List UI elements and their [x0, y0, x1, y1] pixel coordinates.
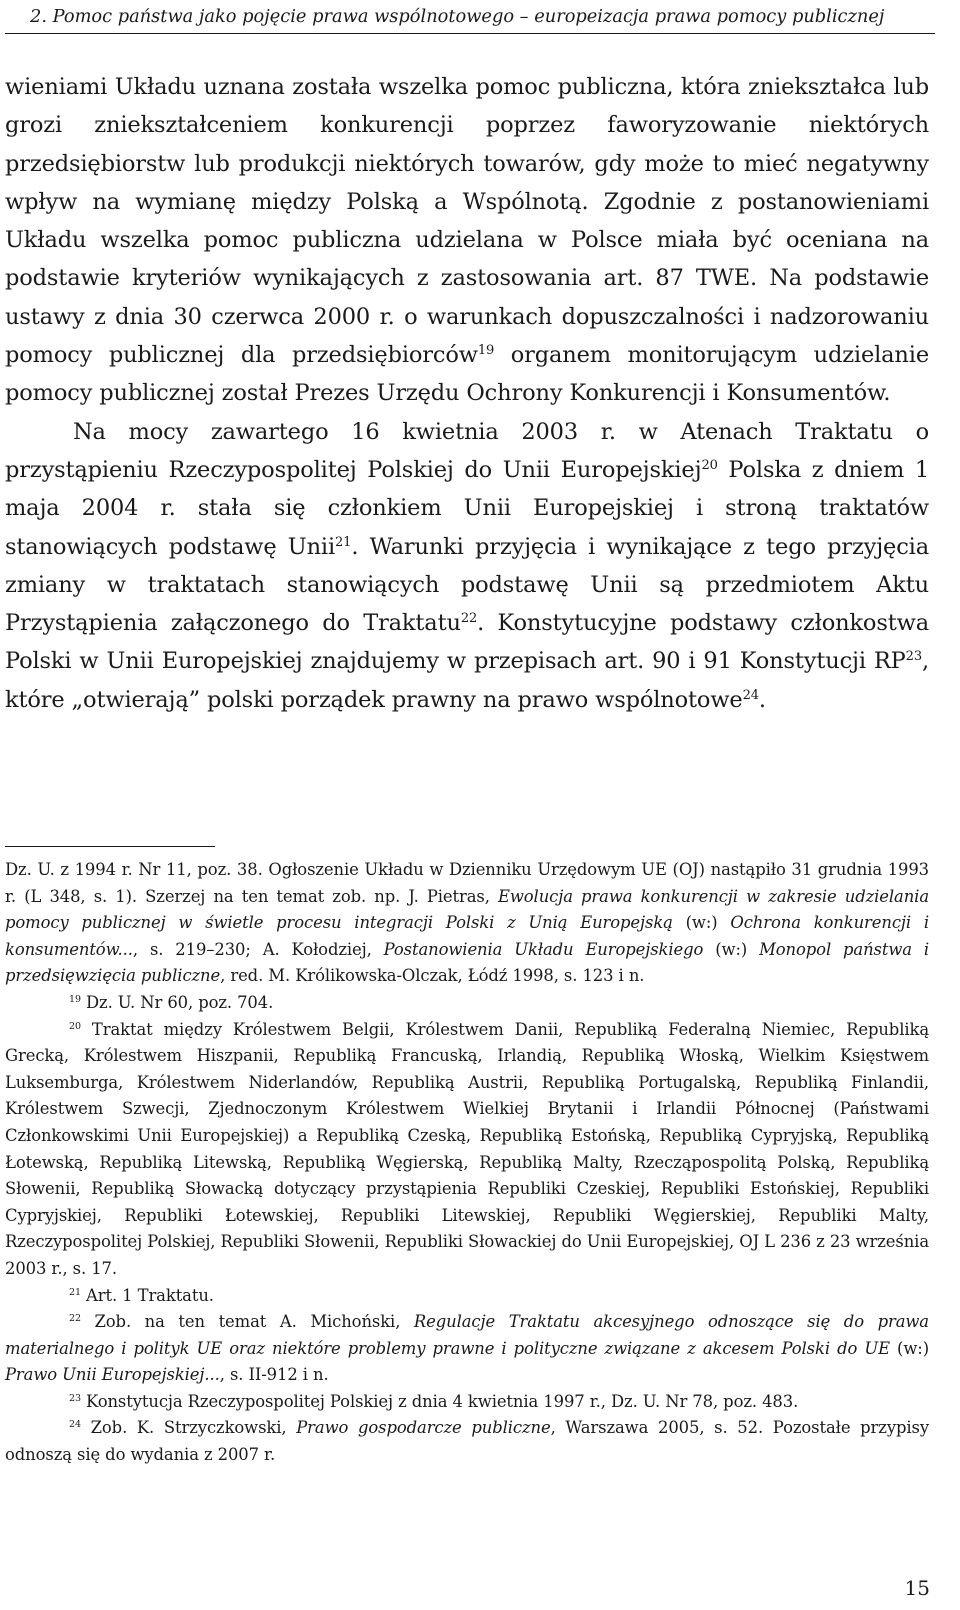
footnote-text: (w:) [672, 913, 731, 933]
main-text [5, 68, 929, 719]
paragraph-2-text-a: Na mocy zawartego 16 kwietnia 2003 r. w Atenach Traktatu o przystąpieniu Rzeczypospolitej Polskiej do Unii Europejskiej [5, 418, 929, 483]
footnote-text: Traktat między Królestwem Belgii, Królestwem Danii, Republiką Federalną Niemiec, Republiką Grecką, Królestwem Hiszpanii, Republiką Francuską, Irlandią, Republiką Włoską, Wielkim Księstwem Luksemburga, Królestwem Niderlandów, Republiką Austrii, Republiką Portugalską, Republiką Finlandii, Królestwem Szwecji, Zjednoczonym Królestwem Wielkiej Brytanii i Irlandii Północnej (Państwami Członkowskimi Unii Europejskiej) a Republiką Czeską, Republiką Estońską, Republiką Cypryjską, Republiką Łotewską, Republiką Litewską, Republiką Węgierską, Republiką Malty, Rzecząpospolitą Polską, Republiką Słowenii, Republiką Słowacką dotyczący przystąpienia Republiki Czeskiej, Republiki Estońskiej, Republiki Cypryjskiej, Republiki Łotewskiej, Republiki Litewskiej, Republiki Węgierskiej, Republiki Malty, Rzeczypospolitej Polskiej, Republiki Słowenii, Republiki Słowackiej do Unii Europejskiej, OJ L 236 z 23 września 2003 r., s. 17. [5, 1019, 929, 1278]
footnote-23 [5, 1389, 929, 1416]
running-header [30, 5, 930, 29]
footnote-ref-19: 19 [477, 343, 495, 358]
page-number: 15 [904, 1576, 930, 1600]
footnote-text: , s. II-912 i n. [219, 1365, 329, 1385]
footnote-number: 23 [69, 1392, 81, 1404]
footnote-21 [5, 1283, 929, 1310]
cited-title: Ewolucja prawa konkurencji w zakresie udzielania pomocy publicznej w świetle procesu integracji Polski z Unią Europejską [5, 886, 929, 933]
cited-title: Monopol państwa i przedsięwzięcia publiczne [5, 939, 930, 986]
footnote-19 [5, 990, 929, 1017]
footnote-text: Dz. U. z 1994 r. Nr 11, poz. 38. Ogłoszenie Układu w Dzienniku Urzędowym UE (OJ) nastąpiło 31 grudnia 1993 r. (L 348, s. 1). Szerzej na ten temat zob. np. J. Pietras, [5, 860, 929, 906]
footnote-24 [5, 1415, 929, 1468]
footnote-ref-24: 24 [742, 687, 759, 703]
footnote-text: Dz. U. Nr 60, poz. 704. [80, 992, 274, 1012]
footnote-number: 20 [69, 1020, 81, 1032]
paragraph-1 [5, 68, 929, 413]
footnote-text: Art. 1 Traktatu. [80, 1285, 214, 1305]
paragraph-2 [5, 413, 929, 719]
footnote-text: , red. M. Królikowska-Olczak, Łódź 1998, s. 123 i n. [220, 966, 645, 986]
paragraph-2-text-e: , które „otwierają” polski porządek prawny na prawo wspólnotowe [5, 648, 929, 713]
footnote-number: 22 [69, 1313, 81, 1325]
footnote-text: Zob. na ten temat A. Michoński, [80, 1312, 414, 1332]
paragraph-2-text-b: Polska z dniem 1 maja 2004 r. stała się członkiem Unii Europejskiej i stroną traktatów stanowiących podstawę Unii [5, 456, 929, 560]
footnote-text: (w:) [703, 939, 760, 959]
footnote-text: Zob. K. Strzyczkowski, [80, 1418, 297, 1438]
paragraph-2-text-d: . Konstytucyjne podstawy członkostwa Polski w Unii Europejskiej znajdujemy w przepisach art. 90 i 91 Konstytucji RP [5, 610, 929, 675]
paragraph-2-text-c: . Warunki przyjęcia i wynikające z tego przyjęcia zmiany w traktatach stanowiących podstawę Unii są przedmiotem Aktu Przystąpienia załączonego do Traktatu [5, 533, 929, 637]
cited-title: Prawo Unii Europejskiej... [5, 1365, 220, 1385]
paragraph-1-text-a: wieniami Układu uznana została wszelka pomoc publiczna, która zniekształca lub grozi zniekształceniem konkurencji poprzez faworyzowanie niektórych przedsiębiorstw lub produkcji niektórych towarów, gdy może to mieć negatywny wpływ na wymianę między Polską a Wspólnotą. Zgodnie z postanowieniami Układu wszelka pomoc publiczna udzielana w Polsce miała być oceniana na podstawie kryteriów wynikających z zastosowania art. 87 TWE. Na podstawie ustawy z dnia 30 czerwca 2000 r. o warunkach dopuszczalności i nadzorowaniu pomocy publicznej dla przedsiębiorców [5, 74, 929, 369]
footnote-ref-21: 21 [335, 534, 352, 550]
running-title: 2. Pomoc państwa jako pojęcie prawa wspólnotowego – europeizacja prawa pomocy publicznej [30, 6, 885, 27]
footnote-number: 24 [69, 1419, 81, 1431]
footnote-continuation [5, 857, 929, 990]
footnotes [5, 857, 929, 1469]
footnote-separator [5, 846, 215, 847]
footnote-number: 21 [69, 1286, 81, 1298]
paragraph-1-text-b: organem monitorującym udzielanie pomocy publicznej został Prezes Urzędu Ochrony Konkurencji i Konsumentów. [5, 342, 929, 407]
footnote-ref-22: 22 [460, 611, 478, 627]
footnote-text: Konstytucja Rzeczypospolitej Polskiej z dnia 4 kwietnia 1997 r., Dz. U. Nr 78, poz. 483. [80, 1391, 799, 1411]
cited-title: Ochrona konkurencji i konsumentów... [5, 913, 929, 959]
cited-title: Regulacje Traktatu akcesyjnego odnoszące się do prawa materialnego i polityk UE oraz niektóre problemy prawne i polityczne związane z akcesem Polski do UE [5, 1312, 929, 1358]
cited-title: Prawo gospodarcze publiczne [296, 1418, 551, 1438]
footnote-text: (w:) [889, 1338, 929, 1358]
footnote-text: , s. 219–230; A. Kołodziej, [132, 939, 384, 959]
header-rule [5, 33, 935, 34]
footnote-text: , Warszawa 2005, s. 52. Pozostałe przypisy odnoszą się do wydania z 2007 r. [5, 1418, 929, 1465]
paragraph-2-text-f: . [758, 686, 766, 713]
footnote-ref-23: 23 [905, 649, 922, 665]
footnote-number: 19 [69, 994, 81, 1006]
footnote-ref-20: 20 [701, 457, 718, 473]
footnote-20 [5, 1017, 929, 1283]
cited-title: Postanowienia Układu Europejskiego [383, 939, 704, 959]
footnote-22 [5, 1309, 929, 1389]
